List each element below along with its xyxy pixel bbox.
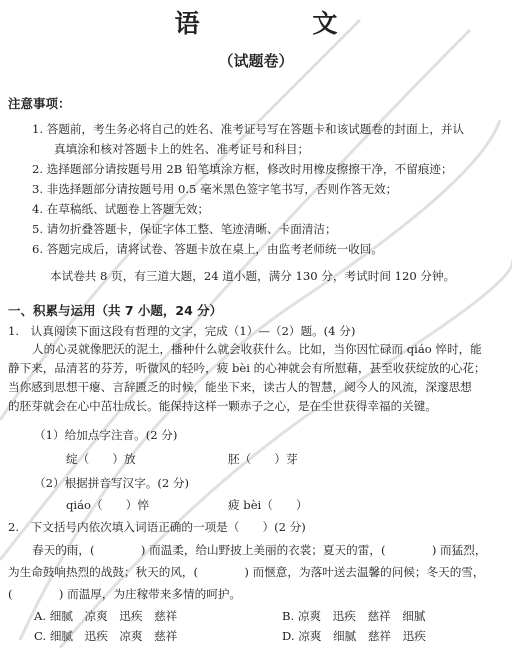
q1-passage-line-3: 当你感到思想干瘪、言辞匮乏的时候，能坐下来，读古人的智慧，阅今人的风流，深邃思想 <box>8 380 472 394</box>
notice-summary: 本试卷共 8 页，有三道大题，24 道小题，满分 130 分，考试时间 120 分钟。 <box>50 269 456 283</box>
notice-heading: 注意事项： <box>8 96 71 111</box>
notice-item-5: 5. 请勿折叠答题卡，保证字体工整、笔迹清晰、卡面清洁； <box>32 222 337 236</box>
q1-sub1: （1）给加点字注音。(2 分) <box>34 428 178 442</box>
notice-item-3: 3. 非选择题部分请按题号用 0.5 毫米黑色签字笔书写，否则作答无效； <box>32 182 398 196</box>
q2-option-c[interactable]: C. 细腻 迅疾 凉爽 慈祥 <box>34 629 178 643</box>
section1-heading: 一、积累与运用（共 7 小题，24 分） <box>8 303 223 318</box>
q2-passage-line-1: 春天的雨，( ) 而温柔，给山野披上美丽的衣裳；夏天的雷，( ) 而猛烈， <box>32 543 487 557</box>
q1-sub2-answer-2[interactable]: 疲 bèi（ ） <box>228 498 308 512</box>
exam-title: 语 文 <box>174 9 390 38</box>
notice-item-1-cont: 真填涂和核对答题卡上的姓名、准考证号和科目； <box>54 142 310 156</box>
q2-passage-line-2: 为生命鼓响热烈的战鼓；秋天的风，( ) 而惬意，为落叶送去温馨的问候；冬天的雪， <box>8 565 485 579</box>
q2-passage-line-3: ( ) 而温厚，为庄稼带来多情的呵护。 <box>8 587 242 601</box>
exam-subtitle: （试题卷） <box>218 52 294 70</box>
q2-option-a[interactable]: A. 细腻 凉爽 迅疾 慈祥 <box>34 609 178 623</box>
q2-stem: 2. 下文括号内依次填入词语正确的一项是（ ）(2 分) <box>8 520 306 534</box>
q1-sub1-answer-2[interactable]: 胚（ ）芽 <box>228 452 298 466</box>
q1-stem: 1. 认真阅读下面这段有哲理的文字，完成（1）—（2）题。(4 分) <box>8 324 356 338</box>
notice-item-2: 2. 选择题部分请按题号用 2B 铅笔填涂方框，修改时用橡皮擦擦干净，不留痕迹； <box>32 162 453 176</box>
notice-item-1: 1. 答题前，考生务必将自己的姓名、准考证号写在答题卡和该试题卷的封面上，并认 <box>32 122 465 136</box>
q1-sub2-answer-1[interactable]: qiáo（ ）悴 <box>66 498 149 512</box>
q1-passage-line-2: 静下来，品清茗的芬芳，听微风的轻吟，疲 bèi 的心神就会有所慰藉，甚至收获绽放的心花； <box>8 361 486 375</box>
notice-item-6: 6. 答题完成后，请将试卷、答题卡放在桌上，由监考老师统一收回。 <box>32 242 383 256</box>
q1-passage-line-4: 的胚芽就会在心中茁壮成长。能保持这样一颗赤子之心，是在尘世获得幸福的关键。 <box>8 399 437 413</box>
q1-sub2: （2）根据拼音写汉字。(2 分) <box>34 476 190 490</box>
q1-passage-line-1: 人的心灵就像肥沃的泥土，播种什么就会收获什么。比如，当你因忙碌而 qiáo 悴时，能 <box>32 342 482 356</box>
q2-option-b[interactable]: B. 凉爽 迅疾 慈祥 细腻 <box>282 609 426 623</box>
q2-option-d[interactable]: D. 凉爽 细腻 慈祥 迅疾 <box>282 629 426 643</box>
q1-sub1-answer-1[interactable]: 绽（ ）放 <box>66 452 136 466</box>
notice-item-4: 4. 在草稿纸、试题卷上答题无效； <box>32 202 210 216</box>
